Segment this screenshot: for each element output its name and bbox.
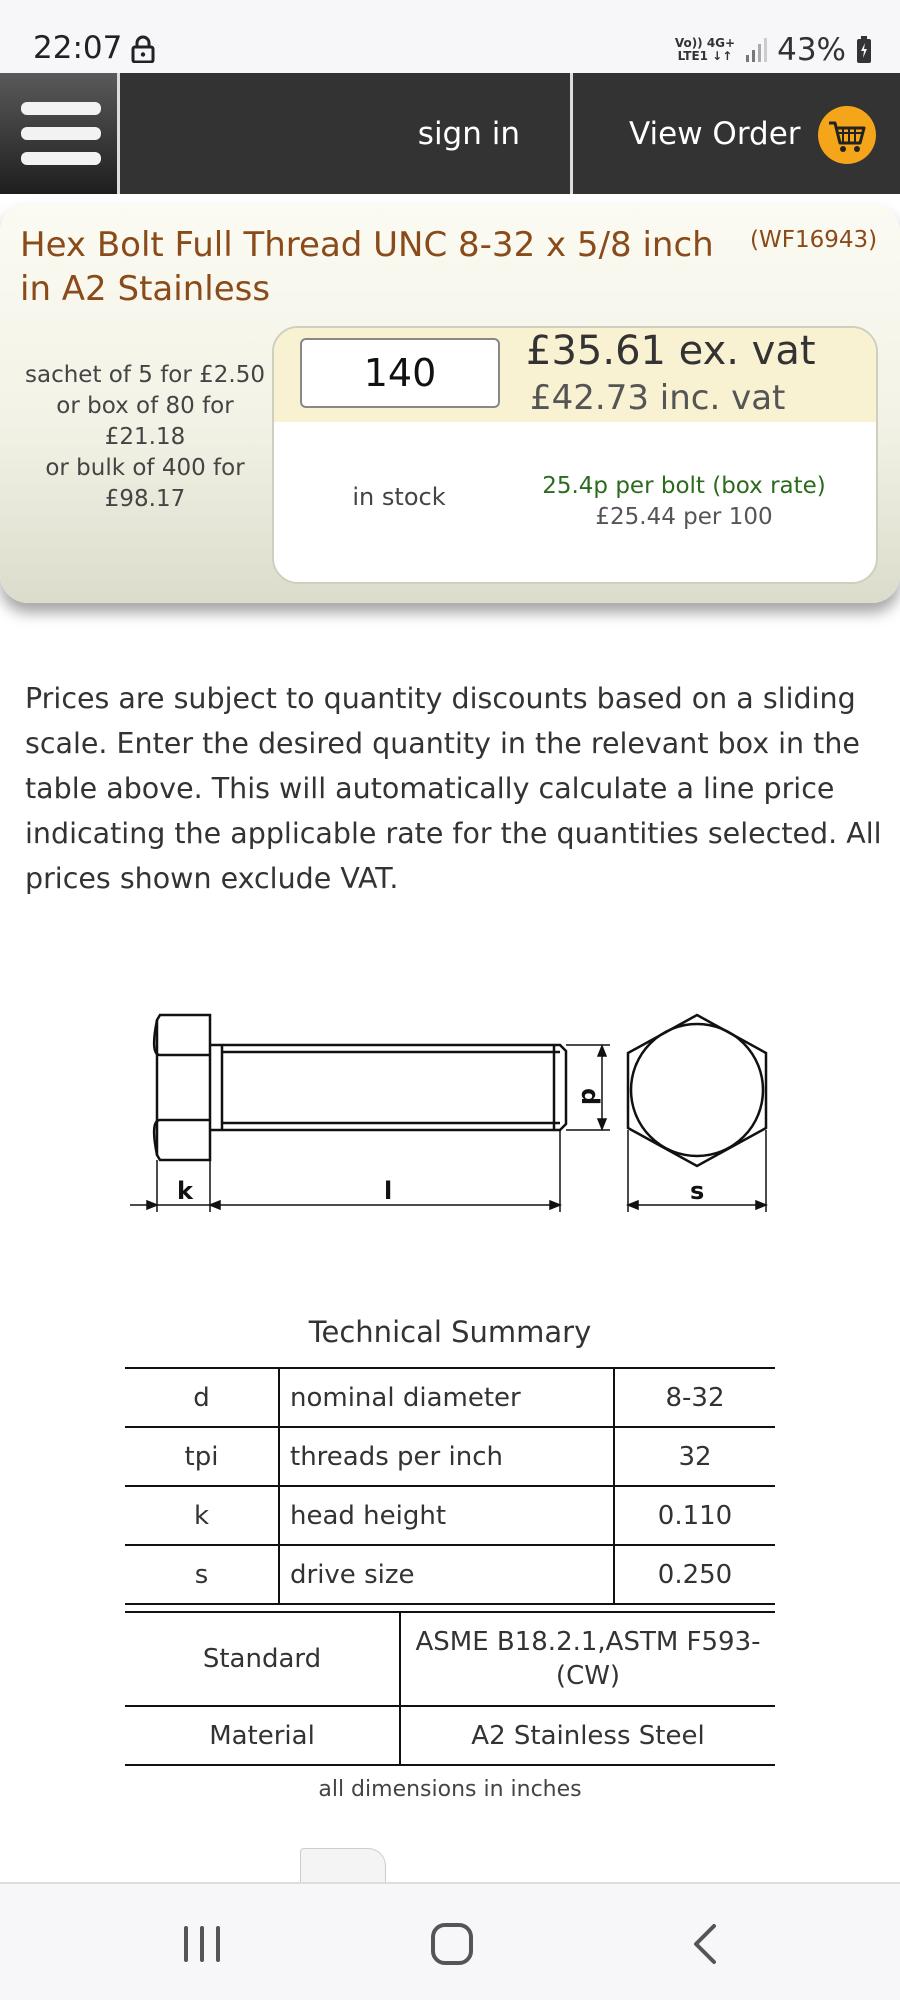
table-row: [125, 1706, 775, 1765]
pack-option: or box of 80 for £21.18: [56, 393, 234, 450]
table-row: [125, 1368, 775, 1427]
dim-label-l: l: [384, 1177, 393, 1205]
price-ex-vat: £35.61 ex. vat: [526, 328, 816, 374]
spec-symbol: k: [125, 1486, 279, 1545]
quantity-input[interactable]: 140: [300, 338, 500, 408]
menu-icon-bar: [21, 127, 101, 140]
tech-summary-table: [125, 1367, 775, 1605]
top-nav: [0, 73, 900, 194]
sign-in-link[interactable]: sign in: [123, 73, 573, 194]
spec-value: 0.250: [614, 1545, 775, 1604]
spec-value: 8-32: [614, 1368, 775, 1427]
table-row: [125, 1486, 775, 1545]
per-100-rate: £25.44 per 100: [595, 504, 773, 530]
unit-rate: [514, 471, 854, 533]
menu-button[interactable]: [0, 73, 120, 194]
per-bolt-rate: 25.4p per bolt (box rate): [542, 473, 826, 499]
dim-label-k: k: [177, 1177, 193, 1205]
spec-symbol: d: [125, 1368, 279, 1427]
price-inc-vat: £42.73 inc. vat: [530, 378, 786, 418]
status-indicators: [675, 30, 872, 70]
tech-summary-title: Technical Summary: [308, 1315, 592, 1349]
material-value: A2 Stainless Steel: [400, 1706, 775, 1765]
pricing-description: Prices are subject to quantity discounts based on a sliding scale. Enter the desired quantity in the relevant box in the table above. This will automatically calculate a line price indicating the applicable rate for the quantities selected. All prices shown exclude VAT.: [25, 682, 882, 895]
lock-icon: [131, 35, 155, 63]
signal-icon: [745, 37, 767, 63]
stock-status: in stock: [352, 483, 446, 511]
material-label: Material: [125, 1706, 400, 1765]
product-card: [0, 203, 900, 603]
spec-value: 32: [614, 1427, 775, 1486]
spec-name: nominal diameter: [279, 1368, 614, 1427]
bolt-diagram: [120, 1000, 770, 1220]
view-order-label: View Order: [629, 115, 801, 152]
dimensions-note: all dimensions in inches: [318, 1777, 582, 1802]
standard-value: ASME B18.2.1,ASTM F593-(CW): [400, 1612, 775, 1706]
back-button[interactable]: [676, 1914, 736, 1974]
product-title: Hex Bolt Full Thread UNC 8-32 x 5/8 inch in A2 Stainless: [20, 225, 714, 309]
network-indicator: Vo)) 4G+ LTE1 ↓↑: [674, 36, 736, 63]
recent-apps-button[interactable]: [172, 1914, 232, 1974]
menu-icon-bar: [21, 152, 101, 165]
standard-label: Standard: [125, 1612, 400, 1706]
pack-option: or bulk of 400 for £98.17: [45, 455, 245, 512]
spec-name: threads per inch: [279, 1427, 614, 1486]
spec-symbol: s: [125, 1545, 279, 1604]
cart-icon: [818, 106, 876, 164]
product-code: (WF16943): [750, 227, 878, 253]
dim-label-d: d: [576, 1088, 604, 1106]
tech-summary-extra: [125, 1611, 775, 1766]
document-icon[interactable]: [300, 1848, 386, 1883]
menu-icon: [21, 102, 101, 115]
pack-options: [20, 360, 270, 515]
status-bar: [0, 0, 900, 73]
status-time: 22:07: [33, 30, 123, 66]
table-row: [125, 1545, 775, 1604]
view-order-button[interactable]: [575, 73, 900, 194]
battery-level: 43%: [777, 32, 846, 68]
price-box: [272, 326, 878, 584]
system-nav-bar: [0, 1882, 900, 2000]
spec-symbol: tpi: [125, 1427, 279, 1486]
spec-name: drive size: [279, 1545, 614, 1604]
spec-name: head height: [279, 1486, 614, 1545]
table-row: [125, 1427, 775, 1486]
pack-option: sachet of 5 for £2.50: [25, 362, 265, 388]
spec-value: 0.110: [614, 1486, 775, 1545]
table-row: [125, 1612, 775, 1706]
home-button[interactable]: [422, 1914, 482, 1974]
battery-icon: [856, 36, 872, 64]
dim-label-s: s: [690, 1177, 705, 1205]
